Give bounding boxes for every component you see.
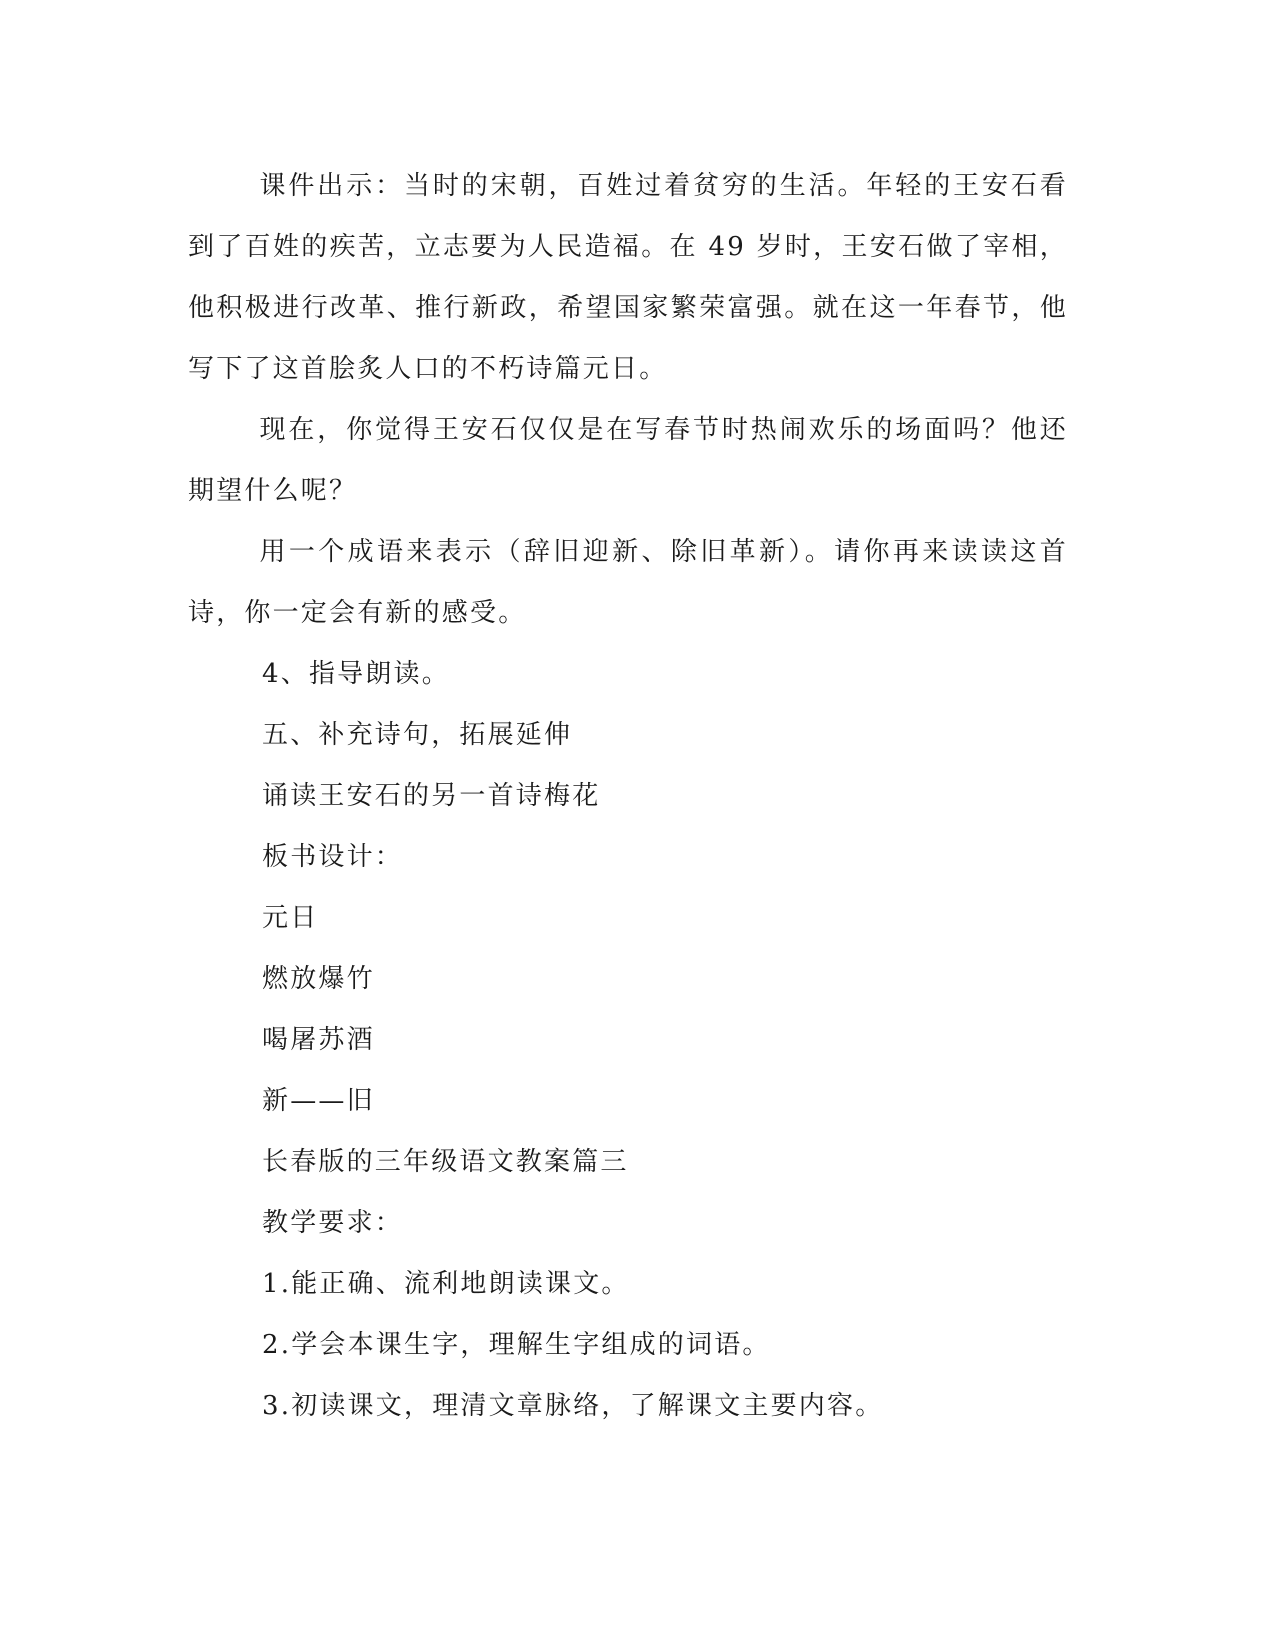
line-recite-poem: 诵读王安石的另一首诗梅花 [262, 781, 601, 811]
blackboard-line-tusu-wine: 喝屠苏酒 [262, 1025, 375, 1055]
blackboard-design-heading: 板书设计： [262, 842, 404, 872]
step-guided-reading: 4、指导朗读。 [262, 659, 450, 689]
paragraph-idiom: 用一个成语来表示（辞旧迎新、除旧革新）。请你再来读读这首诗，你一定会有新的感受。 [188, 537, 1068, 628]
paragraph-question: 现在，你觉得王安石仅仅是在写春节时热闹欢乐的场面吗？他还期望什么呢？ [188, 415, 1068, 506]
requirement-item-2: 2.学会本课生字，理解生字组成的词语。 [262, 1330, 771, 1360]
document-body [188, 156, 1068, 1437]
section-heading-extension: 五、补充诗句，拓展延伸 [262, 720, 573, 750]
blackboard-line-new-old: 新——旧 [262, 1086, 375, 1116]
blackboard-line-firecrackers: 燃放爆竹 [262, 964, 375, 994]
requirement-item-3: 3.初读课文，理清文章脉络，了解课文主要内容。 [262, 1391, 884, 1421]
paragraph-background: 课件出示：当时的宋朝，百姓过着贫穷的生活。年轻的王安石看到了百姓的疾苦，立志要为人民造福。在 49 岁时，王安石做了宰相，他积极进行改革、推行新政，希望国家繁荣富强。就在这一年春节，他写下了这首脍炙人口的不朽诗篇元日。 [188, 171, 1068, 384]
teaching-requirements-heading: 教学要求： [262, 1208, 404, 1238]
lesson-plan-title: 长春版的三年级语文教案篇三 [262, 1147, 629, 1177]
blackboard-title: 元日 [262, 903, 319, 933]
requirement-item-1: 1.能正确、流利地朗读课文。 [262, 1269, 630, 1299]
